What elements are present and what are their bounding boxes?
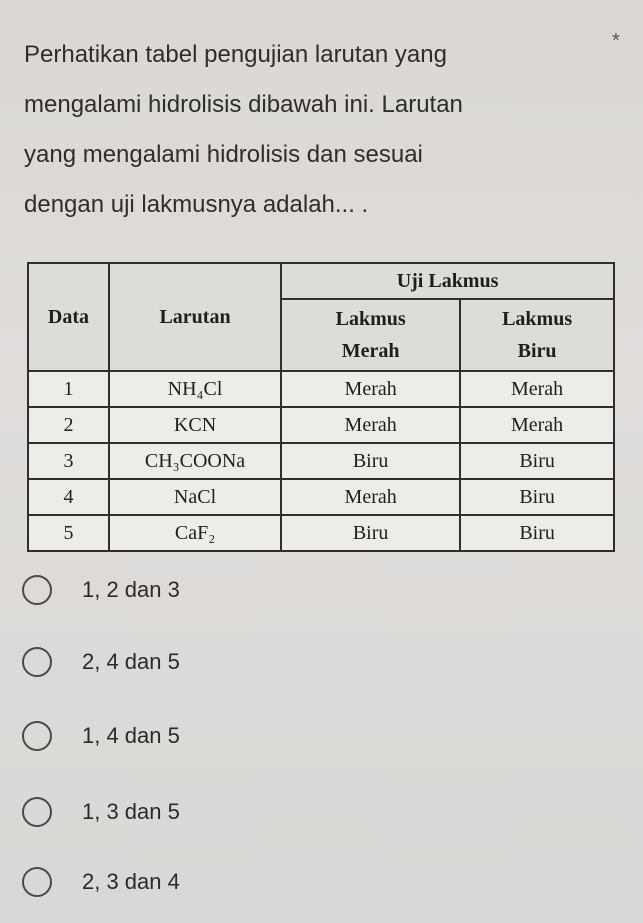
option-3[interactable]	[22, 716, 582, 756]
cell-larutan: NaCl	[109, 479, 281, 515]
question-line: yang mengalami hidrolisis dan sesuai	[24, 141, 423, 168]
header-data: Data	[28, 263, 109, 371]
question-line: mengalami hidrolisis dibawah ini. Larutan	[24, 91, 463, 118]
header-uji-lakmus: Uji Lakmus	[281, 263, 614, 299]
cell-no: 2	[28, 407, 109, 443]
cell-no: 1	[28, 371, 109, 407]
cell-merah: Biru	[281, 443, 460, 479]
table-row	[28, 443, 614, 479]
option-1[interactable]	[22, 570, 582, 610]
question-text	[24, 30, 584, 230]
cell-larutan: CH₃COONa	[109, 443, 281, 479]
table-row	[28, 371, 614, 407]
option-4[interactable]	[22, 792, 582, 832]
header-lakmus-biru-line2: Biru	[517, 340, 557, 362]
option-label[interactable]: 1, 2 dan 3	[82, 577, 180, 602]
cell-no: 3	[28, 443, 109, 479]
question-line: Perhatikan tabel pengujian larutan yang	[24, 41, 447, 68]
cell-biru: Biru	[460, 479, 614, 515]
header-lakmus-merah-line2: Merah	[341, 340, 400, 362]
cell-biru: Merah	[460, 407, 614, 443]
option-label[interactable]: 1, 4 dan 5	[82, 723, 180, 748]
cell-merah: Biru	[281, 515, 460, 551]
cell-merah: Merah	[281, 479, 460, 515]
cell-biru: Merah	[460, 371, 614, 407]
cell-merah: Merah	[281, 407, 460, 443]
radio-button[interactable]	[22, 575, 52, 605]
option-5[interactable]	[22, 862, 582, 902]
option-label[interactable]: 2, 3 dan 4	[82, 869, 180, 894]
radio-button[interactable]	[22, 867, 52, 897]
cell-larutan: CaF₂	[109, 515, 281, 551]
hydrolysis-table	[27, 262, 615, 552]
radio-button[interactable]	[22, 647, 52, 677]
cell-no: 4	[28, 479, 109, 515]
header-larutan: Larutan	[109, 263, 281, 371]
option-label[interactable]: 1, 3 dan 5	[82, 799, 180, 824]
required-marker: *	[612, 30, 620, 52]
cell-merah: Merah	[281, 371, 460, 407]
question-line: dengan uji lakmusnya adalah... .	[24, 191, 369, 218]
header-lakmus-biru	[460, 299, 614, 371]
cell-larutan: NH₄Cl	[109, 371, 281, 407]
table-row	[28, 407, 614, 443]
cell-no: 5	[28, 515, 109, 551]
header-lakmus-biru-line1: Lakmus	[502, 308, 573, 330]
radio-button[interactable]	[22, 797, 52, 827]
radio-button[interactable]	[22, 721, 52, 751]
option-label[interactable]: 2, 4 dan 5	[82, 649, 180, 674]
header-lakmus-merah	[281, 299, 460, 371]
cell-larutan: KCN	[109, 407, 281, 443]
header-lakmus-merah-line1: Lakmus	[335, 308, 406, 330]
table-row	[28, 479, 614, 515]
cell-biru: Biru	[460, 515, 614, 551]
option-2[interactable]	[22, 642, 582, 682]
table-row	[28, 515, 614, 551]
cell-biru: Biru	[460, 443, 614, 479]
